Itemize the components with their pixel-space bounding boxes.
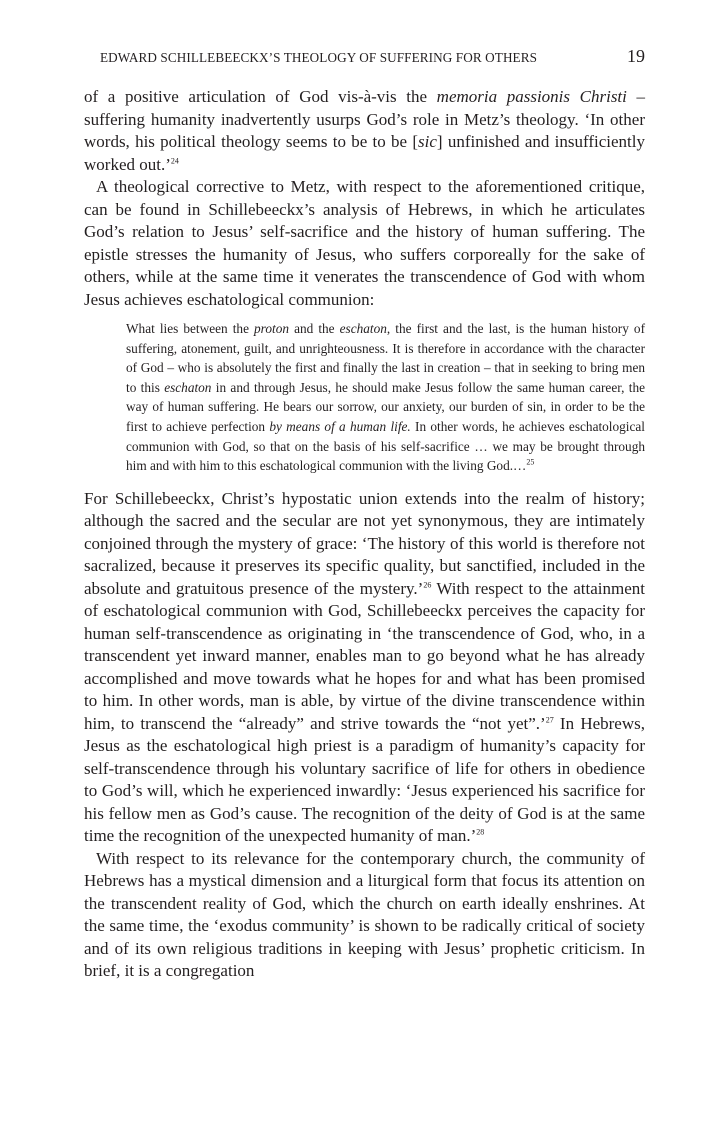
quote-italic-1: proton: [254, 321, 290, 336]
footnote-marker-24: 24: [170, 155, 179, 165]
quote-text-4: in and through Jesus, he should make Jesus follow the same human career, the way of human suffering. He bears our sorrow, our anxiety, our burden of sin, in order to be the first to achieve perfection: [126, 379, 646, 434]
body-text: [84, 86, 645, 311]
page-number: 19: [627, 46, 645, 66]
quote-text-5: In other words, he achieves eschatological communion with God, so that on the basis of his self-sacrifice … we may be brought through him and with him to this eschatological communion with the living God.…: [126, 418, 645, 474]
para1-text-3: ] unfinished and insufficiently worked out.’: [84, 132, 646, 174]
footnote-marker-26: 26: [423, 580, 432, 590]
para1-italic-2: sic: [418, 132, 437, 151]
footnote-marker-28: 28: [476, 827, 485, 837]
paragraph-2: A theological corrective to Metz, with respect to the aforementioned critique, can be found in Schillebeeckx’s analysis of Hebrews, in which he articulates God’s relation to Jesus’ self-sacrifice and the history of human suffering. The epistle stresses the humanity of Jesus, who suffers corporeally for the sake of others, while at the same time it venerates the transcendence of God with whom Jesus achieves eschatological communion:: [84, 177, 645, 309]
para1-italic-1: memoria passionis Christi: [436, 87, 627, 106]
running-title: EDWARD SCHILLEBEECKX’S THEOLOGY OF SUFFERING FOR OTHERS: [100, 50, 538, 65]
para1-text-1: of a positive articulation of God vis-à-vis the: [84, 87, 437, 106]
quote-text-1: What lies between the: [126, 321, 255, 336]
book-page: [84, 46, 645, 983]
para3-text-1: For Schillebeeckx, Christ’s hypostatic union extends into the realm of history; although the sacred and the secular are not yet synonymous, they are intimately conjoined through the mystery of grace: ‘The history of this world is therefore not sacralized, because it preserves its specific quality, but sanctified, included in the absolute and gratuitous presence of the mystery.’: [84, 488, 645, 598]
paragraph-4: With respect to its relevance for the contemporary church, the community of Hebrews has a mystical dimension and a liturgical form that focus its attention on the transcendent reality of God, which the church on earth ideally enshrines. At the same time, the ‘exodus community’ is shown to be radically critical of society and of its own religious traditions in keeping with Jesus’ prophetic criticism. In brief, it is a congregation: [84, 848, 645, 981]
para3-text-2: With respect to the attainment of eschatological communion with God, Schillebeeckx perceives the capacity for human self-transcendence as originating in ‘the transcendence of God, who, in a transcendent yet inward manner, enables man to go beyond what he has already accomplished and move towards what he hopes for and what has been promised to him. In other words, man is able, by virtue of the divine transcendence within him, to transcend the “already” and strive towards the “not yet”.’: [84, 578, 645, 733]
quote-italic-2: eschaton: [339, 321, 387, 336]
block-quote: [126, 319, 645, 476]
quote-text-3: , the first and the last, is the human history of suffering, atonement, guilt, and unrighteousness. It is therefore in accordance with the character of God – who is absolutely the first and finally the last in creation – that in seeking to bring men to this: [126, 321, 645, 395]
quote-paragraph: [126, 319, 645, 476]
paragraph-1: [84, 86, 645, 176]
footnote-marker-25: 25: [526, 457, 535, 467]
body-text-continued: [84, 488, 645, 983]
para1-text-2: – suffering humanity inadvertently usurps God’s role in Metz’s theology. ‘In other words, his political theology seems to be to be [: [84, 87, 646, 151]
footnote-marker-27: 27: [545, 715, 554, 725]
quote-italic-4: by means of a human life.: [269, 418, 411, 434]
running-head: [84, 46, 645, 86]
quote-text-2: and the: [289, 321, 340, 336]
quote-italic-3: eschaton: [164, 379, 212, 395]
paragraph-3: [84, 488, 645, 848]
para3-text-3: In Hebrews, Jesus as the eschatological high priest is a paradigm of humanity’s capacity for self-transcendence through his voluntary sacrifice of life for others in obedience to God’s will, which he experienced inwardly: ‘Jesus experienced his sacrifice for his fellow men as God’s cause. The recognition of the deity of God is at the same time the recognition of the unexpected humanity of man.’: [84, 713, 645, 846]
